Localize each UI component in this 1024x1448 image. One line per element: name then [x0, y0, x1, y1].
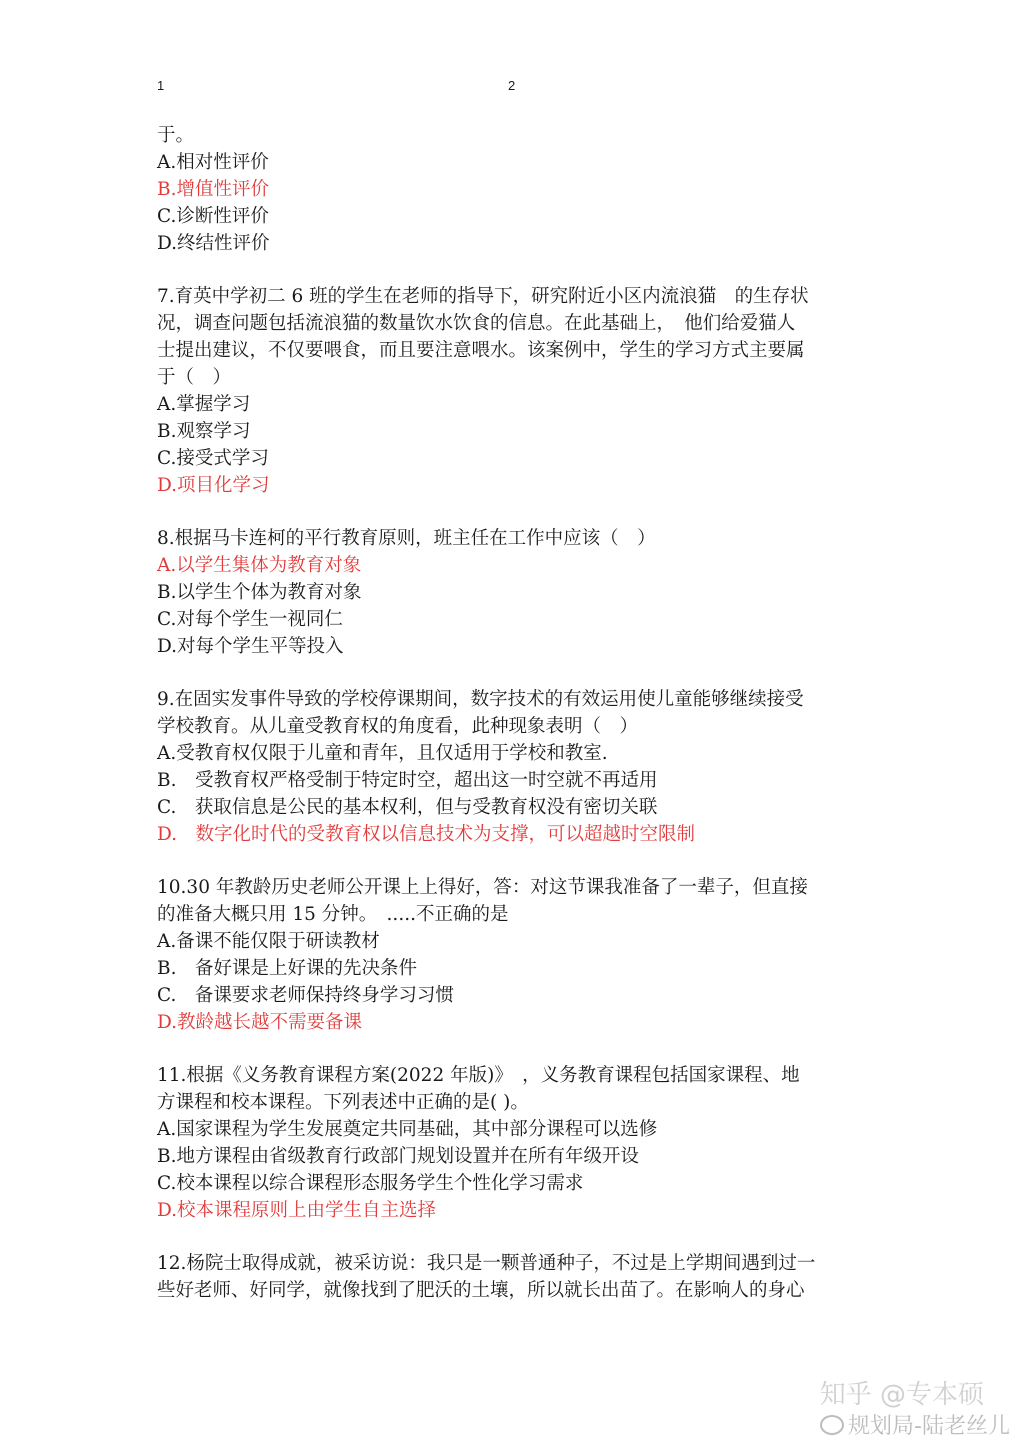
answer-option: A.相对性评价 — [157, 152, 269, 173]
question-stem-line: 10.30 年教龄历史老师公开课上上得好，答：对这节课我准备了一辈子，但直接 — [157, 877, 808, 898]
answer-option: B. 受教育权严格受制于特定时空，超出这一时空就不再适用 — [157, 770, 658, 791]
answer-option: C.接受式学习 — [157, 448, 269, 469]
watermark-weibo — [820, 1412, 1010, 1442]
question-block — [157, 686, 872, 848]
answer-option: C.校本课程以综合课程形态服务学生个性化学习需求 — [157, 1173, 584, 1194]
question-stem-line: 学校教育。从儿童受教育权的角度看，此种现象表明（ ） — [157, 716, 639, 737]
answer-option: A.掌握学习 — [157, 394, 251, 415]
question-list — [157, 122, 872, 1304]
question-block — [157, 874, 872, 1036]
question-stem-line: 8.根据马卡连柯的平行教育原则，班主任在工作中应该（ ） — [157, 528, 656, 549]
correct-answer-option: D.校本课程原则上由学生自主选择 — [157, 1200, 437, 1221]
answer-option: A.受教育权仅限于儿童和青年，且仅适用于学校和教室. — [157, 743, 608, 764]
question-stem-line: 方课程和校本课程。下列表述中正确的是( )。 — [157, 1092, 529, 1113]
answer-option: B.以学生个体为教育对象 — [157, 582, 362, 603]
weibo-logo-icon — [820, 1415, 844, 1435]
question-block — [157, 122, 872, 257]
question-stem-line: 于。 — [157, 125, 195, 146]
question-stem-line: 的准备大概只用 15 分钟。 .....不正确的是 — [157, 904, 509, 925]
watermark — [820, 1378, 1010, 1442]
question-stem-line: 7.育英中学初二 6 班的学生在老师的指导下，研究附近小区内流浪猫 的生存状 — [157, 286, 809, 307]
answer-option: C. 备课要求老师保持终身学习习惯 — [157, 985, 454, 1006]
question-block — [157, 1062, 872, 1224]
watermark-weibo-text: 规划局-陆老丝儿 — [848, 1414, 1010, 1439]
question-stem-line: 12.杨院士取得成就，被采访说：我只是一颗普通种子，不过是上学期间遇到过一 — [157, 1253, 816, 1274]
answer-option: B.观察学习 — [157, 421, 251, 442]
answer-option: D.对每个学生平等投入 — [157, 636, 344, 657]
question-block — [157, 283, 872, 499]
correct-answer-option: B.增值性评价 — [157, 179, 269, 200]
question-block — [157, 525, 872, 660]
question-stem-line: 些好老师、好同学，就像找到了肥沃的土壤，所以就长出苗了。在影响人的身心 — [157, 1280, 805, 1301]
correct-answer-option: A.以学生集体为教育对象 — [157, 555, 362, 576]
answer-option: A.备课不能仅限于研读教材 — [157, 931, 380, 952]
correct-answer-option: D.项目化学习 — [157, 475, 270, 496]
answer-option: B. 备好课是上好课的先决条件 — [157, 958, 417, 979]
question-stem-line: 况，调查问题包括流浪猫的数量饮水饮食的信息。在此基础上， 他们给爱猫人 — [157, 313, 796, 334]
question-stem-line: 于（ ） — [157, 367, 232, 388]
answer-option: A.国家课程为学生发展奠定共同基础，其中部分课程可以选修 — [157, 1119, 658, 1140]
correct-answer-option: D.教龄越长越不需要备课 — [157, 1012, 363, 1033]
question-block — [157, 1250, 872, 1304]
answer-option: B.地方课程由省级教育行政部门规划设置并在所有年级开设 — [157, 1146, 639, 1167]
page-number-left: 1 — [157, 78, 165, 93]
page-number-center: 2 — [508, 78, 516, 93]
answer-option: C.诊断性评价 — [157, 206, 269, 227]
answer-option: D.终结性评价 — [157, 233, 270, 254]
correct-answer-option: D. 数字化时代的受教育权以信息技术为支撑，可以超越时空限制 — [157, 824, 696, 845]
question-stem-line: 9.在固实发事件导致的学校停课期间，数字技术的有效运用使儿童能够继续接受 — [157, 689, 804, 710]
question-stem-line: 11.根据《义务教育课程方案(2022 年版)》 ，义务教育课程包括国家课程、地 — [157, 1065, 800, 1086]
question-stem-line: 士提出建议，不仅要喂食，而且要注意喂水。该案例中，学生的学习方式主要属 — [157, 340, 805, 361]
answer-option: C.对每个学生一视同仁 — [157, 609, 343, 630]
answer-option: C. 获取信息是公民的基本权利，但与受教育权没有密切关联 — [157, 797, 658, 818]
watermark-zhihu: 知乎 @专本硕 — [819, 1380, 984, 1410]
